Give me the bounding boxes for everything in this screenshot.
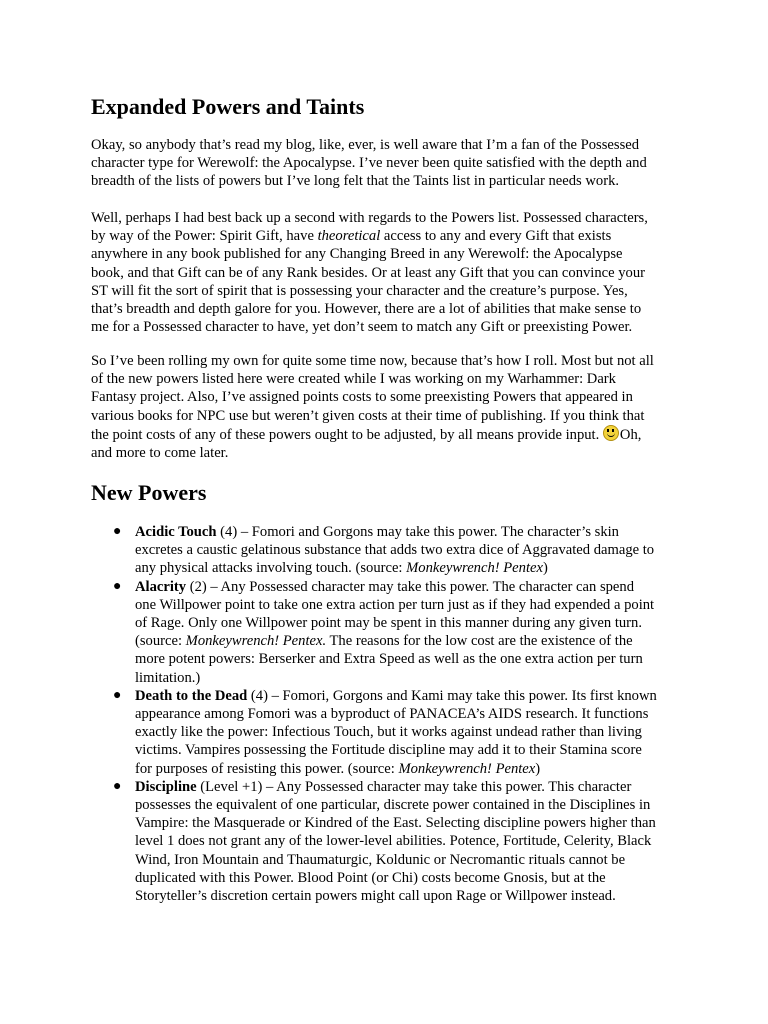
- text-line: me for a Possessed character to have, yet don’t seem to match any Gift or preexisting Power.: [91, 319, 633, 336]
- text-run: (Level +1) – Any Possessed character may take this power. This character: [196, 778, 632, 795]
- power-name: Acidic Touch: [135, 524, 217, 540]
- powers-list: [91, 523, 691, 905]
- text-run: ): [535, 760, 541, 777]
- list-item: [91, 523, 691, 578]
- intro-paragraph: [91, 136, 681, 191]
- text-run: (4) – Fomori and Gorgons may take this power. The character’s skin: [216, 524, 619, 540]
- text-line: that’s breadth and depth galore for you. However, there are a lot of abilities that make sense to: [91, 301, 642, 318]
- source-citation: Monkeywrench! Pentex: [406, 560, 543, 577]
- list-item: [91, 578, 691, 687]
- text-run: Oh,: [619, 426, 642, 443]
- page-title: Expanded Powers and Taints: [91, 94, 365, 119]
- smiley-icon: [603, 425, 619, 441]
- text-line: limitation.): [135, 669, 201, 686]
- power-name: Alacrity: [135, 578, 187, 595]
- source-citation: Monkeywrench! Pentex: [398, 760, 536, 777]
- text-line: Okay, so anybody that’s read my blog, like, ever, is well aware that I’m a fan of the Possessed: [91, 137, 640, 153]
- text-line: of the new powers listed here were created while I was working on my Warhammer: Dark: [91, 371, 616, 388]
- text-run: (2) – Any Possessed character may take this power. The character can spend: [186, 578, 634, 595]
- text-run: ): [542, 560, 548, 577]
- text-line: Well, perhaps I had best back up a second with regards to the Powers list. Possessed characters,: [91, 210, 648, 226]
- text-run: by way of the Power: Spirit Gift, have: [91, 228, 318, 245]
- text-line: [135, 559, 691, 577]
- section-heading: New Powers: [91, 480, 207, 505]
- text-line: [135, 687, 691, 705]
- text-line: excretes a caustic gelatinous substance that adds two extra dice of Aggravated damage to: [135, 542, 655, 559]
- text-run: (source:: [135, 633, 186, 650]
- text-line: Storyteller’s discretion certain powers might call upon Rage or Willpower instead.: [135, 888, 616, 905]
- source-citation: Monkeywrench! Pentex.: [185, 633, 327, 650]
- text-run: The reasons for the low cost are the existence of the: [326, 633, 633, 650]
- text-run: access to any and every Gift that exists: [380, 228, 612, 245]
- text-line: possesses the equivalent of one particular, discrete power contained in the Disciplines in: [135, 797, 651, 814]
- list-item: [91, 778, 691, 905]
- bullet-icon: ●: [113, 778, 122, 794]
- text-run: for purposes of resisting this power. (source:: [135, 760, 399, 777]
- text-line: of Rage. Only one Willpower point may be spent in this manner during any given turn.: [135, 615, 642, 632]
- bullet-icon: ●: [113, 687, 122, 703]
- text-run: (4) – Fomori, Gorgons and Kami may take this power. Its first known: [247, 687, 657, 704]
- text-line: duplicated with this Power. Blood Point (or Chi) costs become Gnosis, but at the: [135, 869, 606, 886]
- list-item: [91, 687, 691, 778]
- text-run: any physical attacks involving touch. (source:: [135, 560, 407, 577]
- text-line: So I’ve been rolling my own for quite some time now, because that’s how I roll. Most but not all: [91, 353, 654, 369]
- text-line: appearance among Fomori was a byproduct of PANACEA’s AIDS research. It functions: [135, 706, 649, 723]
- text-line: anywhere in any book published for any Changing Breed in any Werewolf: the Apocalypse: [91, 246, 623, 263]
- rolling-own-paragraph: [91, 352, 681, 462]
- text-line: level 1 does not grant any of the lower-level abilities. Potence, Fortitude, Celerity, Black: [135, 833, 652, 850]
- bullet-icon: ●: [113, 578, 122, 594]
- text-line: Vampire: the Masquerade or Kindred of the East. Selecting discipline powers higher than: [135, 815, 656, 832]
- power-name: Discipline: [135, 778, 197, 795]
- bullet-icon: ●: [113, 524, 122, 539]
- text-line: [135, 632, 691, 650]
- power-name: Death to the Dead: [135, 687, 248, 704]
- text-line: more potent powers: Berserker and Extra Speed as well as the one extra action per turn: [135, 651, 643, 668]
- text-line: [135, 578, 691, 596]
- text-line: breadth of the lists of powers but I’ve long felt that the Taints list in particular needs work.: [91, 173, 620, 190]
- text-line: various books for NPC use but weren’t given costs at their time of publishing. If you think that: [91, 407, 645, 424]
- text-line: [91, 227, 681, 245]
- text-line: one Willpower point to take one extra action per turn just as if they had expended a point: [135, 596, 655, 613]
- powers-list-paragraph: [91, 209, 681, 336]
- text-line: and more to come later.: [91, 445, 229, 462]
- text-line: Wind, Iron Mountain and Thaumaturgic, Koldunic or Necromantic rituals cannot be: [135, 851, 626, 868]
- text-line: book, and that Gift can be of any Rank besides. Or at least any Gift that you can convince your: [91, 264, 645, 281]
- text-line: [135, 523, 691, 541]
- emphasis-text: theoretical: [317, 228, 381, 245]
- text-line: [135, 778, 691, 796]
- text-line: [91, 425, 681, 444]
- text-line: victims. Vampires possessing the Fortitude discipline may add it to their Stamina score: [135, 742, 642, 759]
- text-line: character type for Werewolf: the Apocalypse. I’ve never been quite satisfied with the depth and: [91, 155, 647, 172]
- text-line: [135, 760, 691, 778]
- text-line: ST will fit the sort of spirit that is possessing your character and the creature’s purpose. Yes,: [91, 282, 628, 299]
- text-line: Fantasy project. Also, I’ve assigned points costs to some preexisting Powers that appeared in: [91, 389, 633, 406]
- text-line: exactly like the power: Infectious Touch, but it works against undead rather than living: [135, 724, 642, 741]
- text-run: the point costs of any of these powers ought to be adjusted, by all means provide input.: [91, 426, 603, 443]
